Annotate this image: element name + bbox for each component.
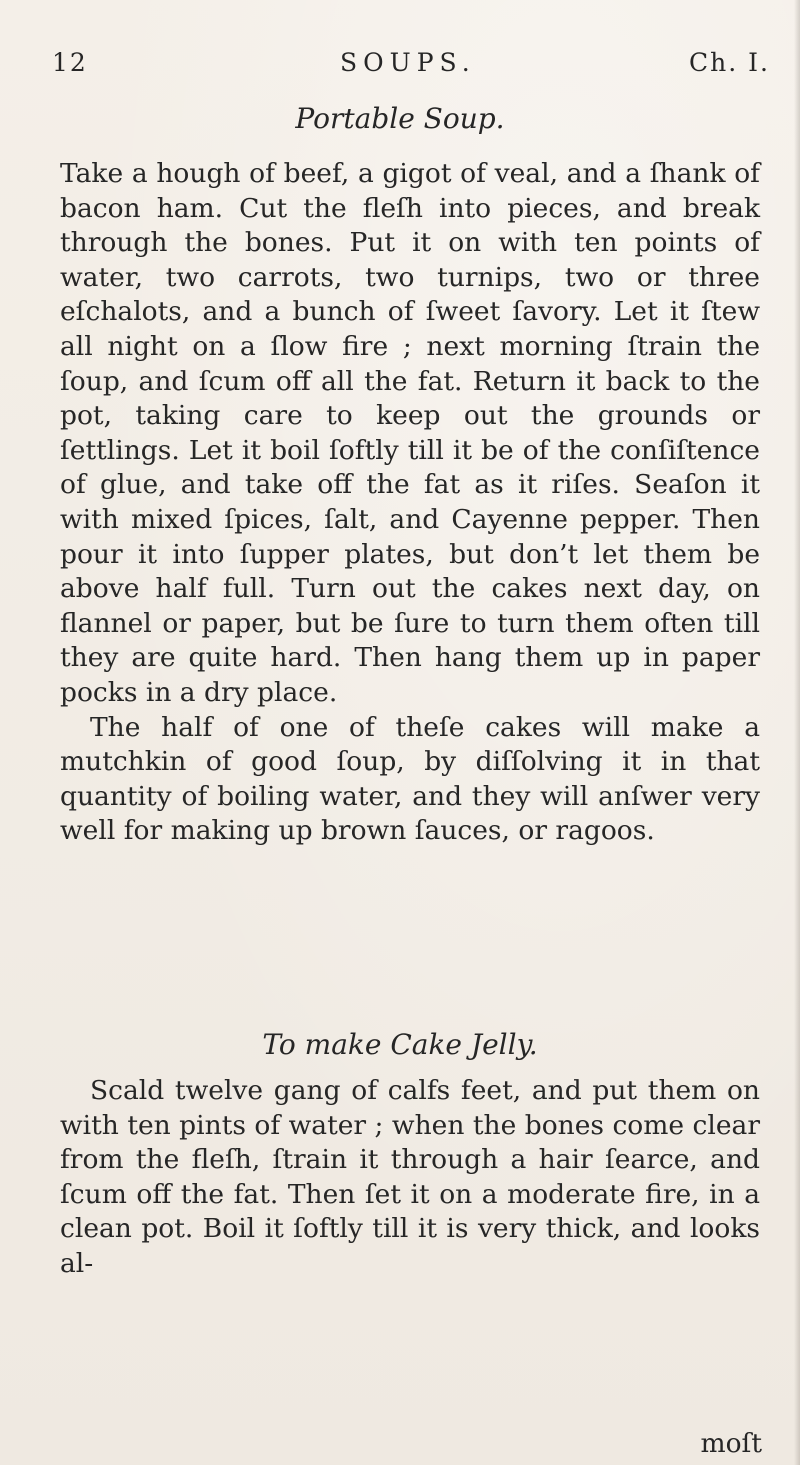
page-number: 12 [52,48,88,77]
catchword: moſt [700,1428,762,1459]
paragraph: Take a hough of beef, a gigot of veal, and a ſhank of bacon ham. Cut the fleſh into pieces, and break through the bones. Put it on with ten points of water, two carrots, two turnips, two or three eſchalots, and a bunch of ſweet ſavory. Let it ſtew all night on a ſlow fire ; next morning ſtrain the ſoup, and ſcum off all the fat. Return it back to the pot, taking care to keep out the grounds or ſettlings. Let it boil ſoftly till it be of the conſiſtence of glue, and take off the fat as it riſes. Seaſon it with mixed ſpices, ſalt, and Cayenne pepper. Then pour it into ſupper plates, but don’t let them be above half full. Turn out the cakes next day, on flannel or paper, but be ſure to turn them often till they are quite hard. Then hang them up in paper pocks in a dry place. [60,158,760,708]
section-body-cake-jelly [60,1074,760,1282]
paragraph: The half of one of theſe cakes will make a mutchkin of good ſoup, by diſſolving it in that quantity of boiling water, and they will anſwer very well for making up brown ſauces, or ragoos. [60,711,760,847]
page-edge-shadow [794,0,800,1465]
section-body-portable-soup [60,157,760,849]
section-heading-portable-soup: Portable Soup. [295,102,505,135]
paragraph: Scald twelve gang of calfs feet, and put them on with ten pints of water ; when the bones come clear from the fleſh, ſtrain it through a hair ſearce, and ſcum off the fat. Then ſet it on a moderate fire, in a clean pot. Boil it ſoftly till it is very thick, and looks al- [60,1075,760,1279]
running-header [52,48,770,88]
section-heading-cake-jelly: To make Cake Jelly. [262,1028,538,1061]
running-title: SOUPS. [340,48,476,77]
chapter-label: Ch. I. [689,48,770,77]
